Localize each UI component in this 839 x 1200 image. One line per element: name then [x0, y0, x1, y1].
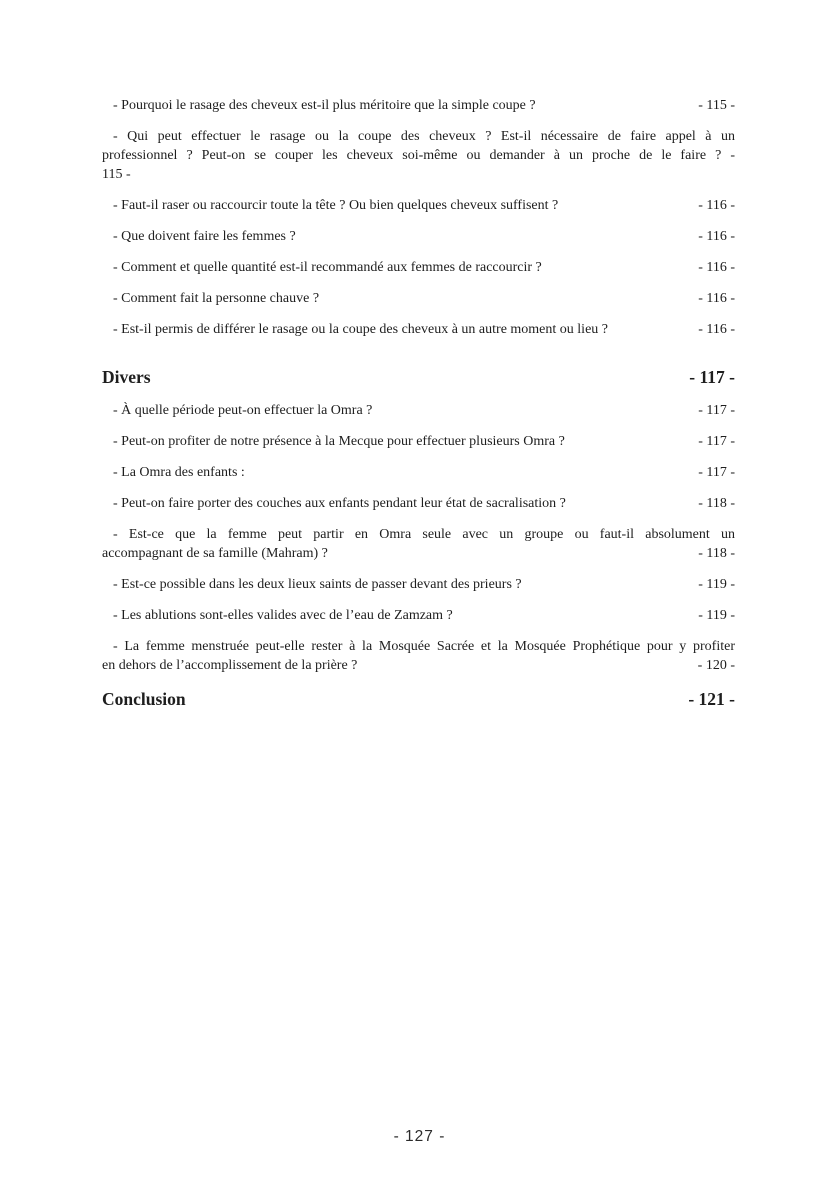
toc-entry-page-number: - 116 -: [698, 229, 735, 244]
toc-entry-text: Divers: [102, 367, 151, 387]
toc-entry-line: [102, 320, 735, 339]
toc-entry-line: [102, 606, 735, 625]
toc-entry-page-number: - 117 -: [689, 367, 735, 387]
toc-entry-line: [102, 575, 735, 594]
toc-entry: [102, 289, 735, 308]
toc-entry-page-number: - 116 -: [698, 198, 735, 213]
toc-entry-line: [102, 196, 735, 215]
toc-entry: [102, 320, 735, 339]
toc-entry-text: - Est-il permis de différer le rasage ou la coupe des cheveux à un autre moment ou lieu ?: [113, 322, 608, 337]
toc-entry-line: [102, 525, 735, 544]
toc-entry-line: [102, 544, 735, 563]
toc-entry-line: [102, 365, 735, 389]
toc-entry-text: 115 -: [102, 167, 131, 182]
toc-entry-line: [102, 258, 735, 277]
toc-entry-text: - La Omra des enfants :: [113, 465, 245, 480]
toc-entry: [102, 432, 735, 451]
toc-entry: [102, 606, 735, 625]
toc-entry-text: accompagnant de sa famille (Mahram) ?: [102, 546, 328, 561]
toc-entry-text: professionnel ? Peut-on se couper les cheveux soi-même ou demander à un proche de le faire ? -: [102, 148, 735, 163]
toc-entry: [102, 227, 735, 246]
toc-entry-line: [102, 227, 735, 246]
toc-entry-text: - Pourquoi le rasage des cheveux est-il plus méritoire que la simple coupe ?: [113, 98, 536, 113]
toc-entry-page-number: - 116 -: [698, 322, 735, 337]
toc-entry-text: - À quelle période peut-on effectuer la Omra ?: [113, 403, 373, 418]
toc-entry-text: Conclusion: [102, 689, 186, 709]
toc-entry-page-number: - 120 -: [697, 658, 735, 673]
toc-entry: [102, 463, 735, 482]
toc-entry: [102, 401, 735, 420]
toc-entry-line: [102, 96, 735, 115]
toc-entry-page-number: - 116 -: [698, 260, 735, 275]
toc-entry: [102, 525, 735, 563]
toc-entry-page-number: - 117 -: [698, 434, 735, 449]
toc-entry-line: [102, 656, 735, 675]
toc-entry: [102, 637, 735, 675]
toc-entry-text: - Les ablutions sont-elles valides avec de l’eau de Zamzam ?: [113, 608, 453, 623]
toc-entry-page-number: - 117 -: [698, 403, 735, 418]
toc-entry-page-number: - 115 -: [698, 98, 735, 113]
toc-entry-text: - Faut-il raser ou raccourcir toute la tête ? Ou bien quelques cheveux suffisent ?: [113, 198, 559, 213]
toc-entry-page-number: - 116 -: [698, 291, 735, 306]
toc-entry-line: [102, 637, 735, 656]
toc-entry-text: - La femme menstruée peut-elle rester à la Mosquée Sacrée et la Mosquée Prophétique pour y profiter: [113, 639, 735, 654]
toc-entry-text: - Est-ce que la femme peut partir en Omra seule avec un groupe ou faut-il absolument un: [113, 527, 735, 542]
toc-entry-line: [102, 165, 735, 184]
toc-entry-page-number: - 121 -: [688, 689, 735, 709]
toc-entry: [102, 575, 735, 594]
toc-entry-line: [102, 401, 735, 420]
toc-entry-text: - Que doivent faire les femmes ?: [113, 229, 296, 244]
toc-entry-text: en dehors de l’accomplissement de la prière ?: [102, 658, 358, 673]
toc-section-header: [102, 687, 735, 711]
toc-entry-page-number: - 119 -: [698, 608, 735, 623]
toc-entry-text: - Comment et quelle quantité est-il recommandé aux femmes de raccourcir ?: [113, 260, 542, 275]
toc-entry-page-number: - 117 -: [698, 465, 735, 480]
toc-entry-line: [102, 432, 735, 451]
toc-entry: [102, 494, 735, 513]
toc-entry: [102, 96, 735, 115]
toc-entry-text: - Qui peut effectuer le rasage ou la coupe des cheveux ? Est-il nécessaire de faire appel à un: [113, 129, 735, 144]
toc-entry-line: [102, 146, 735, 165]
toc-entry: [102, 196, 735, 215]
toc-entry-line: [102, 127, 735, 146]
toc-section-header: [102, 365, 735, 389]
toc-entry-page-number: - 118 -: [698, 546, 735, 561]
toc-entry-text: - Peut-on faire porter des couches aux enfants pendant leur état de sacralisation ?: [113, 496, 566, 511]
toc-entry-page-number: - 119 -: [698, 577, 735, 592]
toc-entry-line: [102, 494, 735, 513]
toc-entry-text: - Peut-on profiter de notre présence à la Mecque pour effectuer plusieurs Omra ?: [113, 434, 565, 449]
toc-entry-line: [102, 463, 735, 482]
toc-entry-page-number: - 118 -: [698, 496, 735, 511]
toc-entry-line: [102, 289, 735, 308]
toc-entry-text: - Comment fait la personne chauve ?: [113, 291, 320, 306]
toc-entry-text: - Est-ce possible dans les deux lieux saints de passer devant des prieurs ?: [113, 577, 522, 592]
toc-entry: [102, 127, 735, 184]
footer-page-number: - 127 -: [393, 1128, 446, 1145]
table-of-contents: [102, 96, 735, 723]
toc-entry-line: [102, 687, 735, 711]
toc-entry: [102, 258, 735, 277]
